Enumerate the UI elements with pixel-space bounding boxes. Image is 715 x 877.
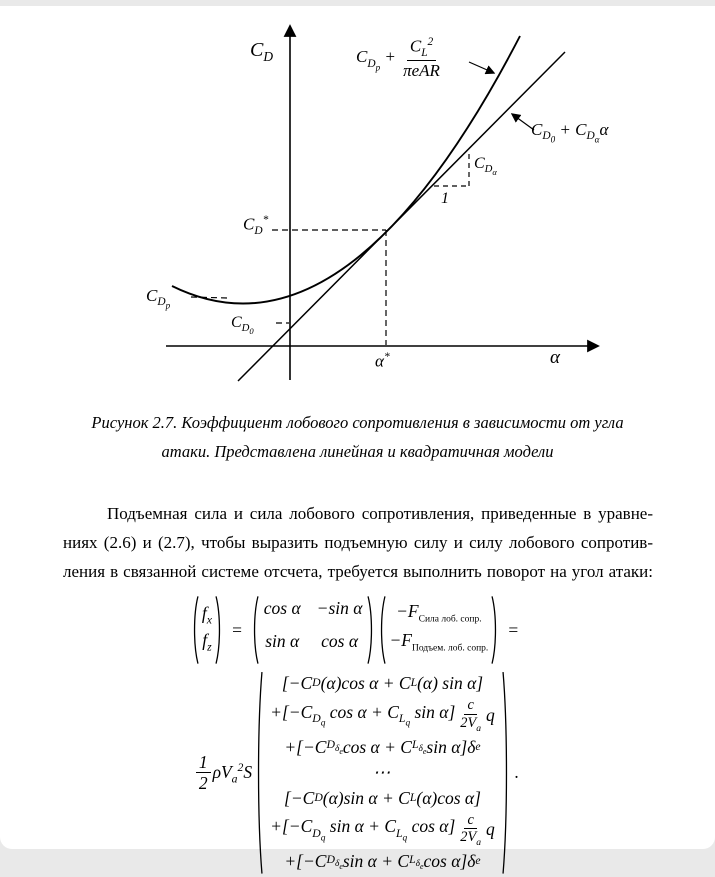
drag-force-term: $-F_{Сила лоб. сопр.}$ — [396, 600, 482, 624]
alpha-star-label: α* — [375, 351, 390, 371]
lift-force-subscript: Подъем. лоб. сопр. — [411, 643, 489, 654]
quad-label-text: $C_{D_p}$ + — [356, 47, 396, 72]
one-half-fraction: $\frac{1}{2}$ — [196, 752, 211, 793]
rotation-matrix — [252, 595, 375, 665]
fx-aero-term: [−C D (α)cos α + C L (α) sin α] — [281, 673, 484, 693]
figure-caption — [0, 408, 715, 466]
right-paren — [502, 669, 509, 877]
fx-pitchrate-term: $+[-C_{D_q}$ $\cos \alpha + C_{L_q}$ sin α] $\frac{c}{2V_a}$ q — [270, 697, 495, 734]
equals-sign: = — [230, 619, 243, 640]
linear-model-line — [238, 52, 565, 381]
left-paren — [192, 595, 199, 665]
y-axis-label: $C_D$ — [250, 39, 274, 64]
rhs-force-vector — [379, 595, 498, 665]
dynamic-pressure-term: $\rho V_a^2S$ — [212, 760, 253, 785]
matrix-cell: cos α — [263, 598, 301, 618]
chord-fraction: $\frac{c}{2V_a}$ — [460, 811, 482, 849]
sentence-period: . — [514, 762, 520, 783]
quadratic-model-curve — [172, 36, 520, 304]
cd0-label: $C_{D_0}$ — [231, 314, 254, 337]
figure-2-7 — [0, 6, 715, 394]
quad-label-arrow — [469, 62, 494, 73]
matrix-cell: sin α — [265, 631, 300, 651]
slope-one-label: 1 — [441, 190, 449, 207]
force-components-vector — [256, 669, 509, 877]
paragraph-line: ниях (2.6) и (2.7), чтобы выразить подъемную силу и силу лобового сопротив- — [63, 533, 653, 552]
lhs-force-vector — [192, 595, 222, 665]
cdp-guide — [191, 297, 228, 298]
matrix-cell: cos α — [321, 631, 359, 651]
body-paragraph — [63, 499, 653, 586]
matrix-cell: −sin α — [316, 598, 363, 618]
caption-line-2: атаки. Представлена линейная и квадратичная модели — [161, 442, 554, 461]
ellipsis-row: ⋯ — [372, 762, 393, 783]
fx-component: $f_x$ — [201, 602, 212, 626]
cd-star-label: $C_D^*$ — [243, 214, 269, 238]
left-paren — [379, 595, 386, 665]
fz-pitchrate-term: $+[-C_{D_q}$ $\sin \alpha + C_{L_q}$ cos α] $\frac{c}{2V_a}$ q — [270, 811, 495, 849]
lift-force-term: $-F_{Подъем. лоб. сопр.}$ — [389, 630, 489, 654]
equals-sign: = — [507, 619, 520, 640]
right-paren — [491, 595, 498, 665]
right-paren — [215, 595, 222, 665]
paragraph-line: Подъемная сила и сила лобового сопротивления, приведенные в уравне- — [107, 504, 653, 523]
left-paren — [252, 595, 259, 665]
coefficient — [196, 752, 252, 793]
quad-label-fraction: $\frac{C_L^2}{\text{πeAR}}$ — [403, 36, 440, 81]
drag-force-subscript: Сила лоб. сопр. — [418, 614, 482, 624]
document-page — [0, 6, 715, 872]
paragraph-line: ления в связанной системе отсчета, требуется выполнить поворот на угол атаки: — [63, 562, 653, 581]
right-paren — [367, 595, 374, 665]
cdp-label: $C_{D_p}$ — [146, 286, 171, 311]
fz-elevator-term: +[−C $D_{\delta_e}$ sin α + C $L_{\delta_e}$ cos α]δ e — [284, 851, 481, 872]
quadratic-model-label — [356, 36, 443, 81]
linear-model-label: $C_{D_0} + C_{D_\alpha}\alpha$ — [531, 120, 609, 145]
caption-line-1: Рисунок 2.7. Коэффициент лобового сопротивления в зависимости от угла — [91, 413, 624, 432]
left-paren — [256, 669, 263, 877]
cd-alpha-label: $C_{D_\alpha}$ — [474, 155, 497, 178]
chord-fraction: $\frac{c}{2V_a}$ — [460, 697, 482, 734]
fz-component: $f_z$ — [202, 630, 212, 654]
fz-aero-term: [−C D (α)sin α + C L (α)cos α] — [284, 787, 481, 808]
rotation-equation — [0, 595, 715, 665]
expanded-force-equation — [0, 669, 715, 877]
fx-elevator-term: +[−C $D_{\delta_e}$ cos α + C $L_{\delta_e}$ sin α]δ e — [284, 736, 481, 757]
x-axis-label: α — [550, 347, 560, 368]
